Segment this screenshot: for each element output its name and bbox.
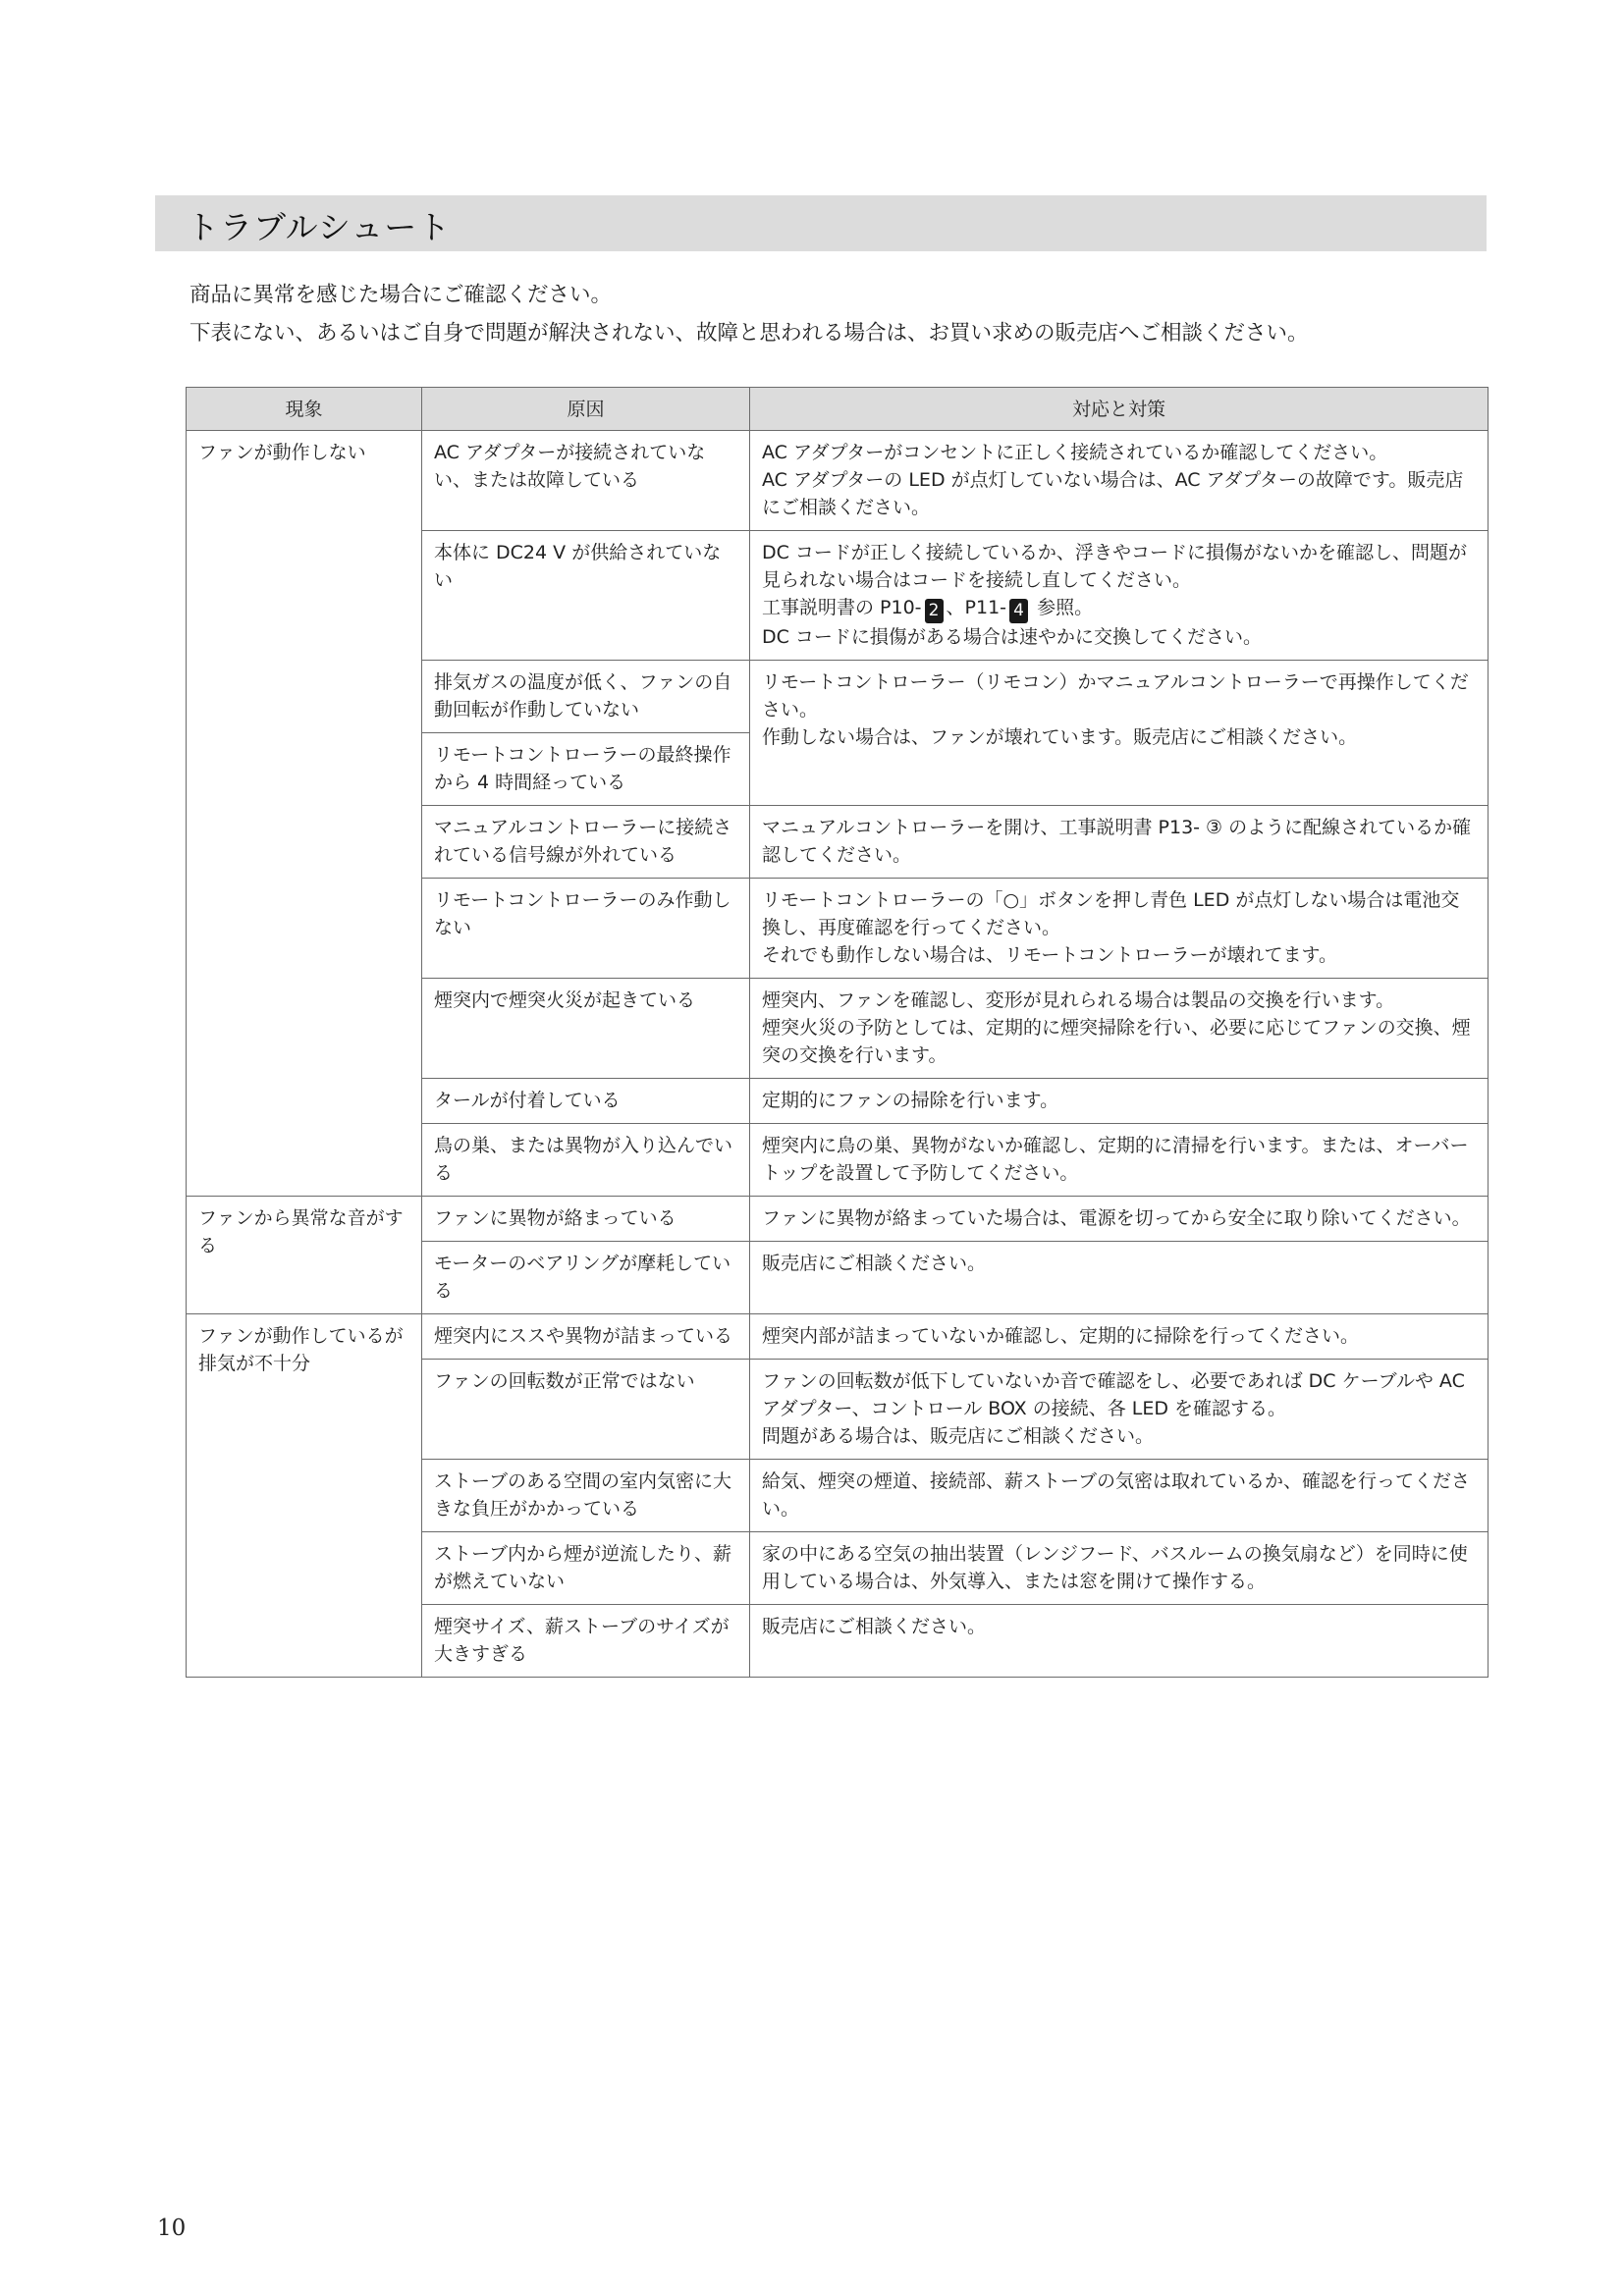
intro-line: 商品に異常を感じた場合にご確認ください。 xyxy=(189,283,613,307)
remedy-line: 販売店にご相談ください。 xyxy=(762,1253,987,1274)
remedy-cell xyxy=(750,1460,1489,1532)
cause-cell: 排気ガスの温度が低く、ファンの自動回転が作動していない xyxy=(422,661,750,733)
remedy-line: 煙突内部が詰まっていないか確認し、定期的に掃除を行ってください。 xyxy=(762,1325,1360,1347)
cause-cell: リモートコントローラーのみ作動しない xyxy=(422,879,750,979)
remedy-cell xyxy=(750,531,1489,661)
cause-cell: 煙突内で煙突火災が起きている xyxy=(422,979,750,1079)
header-cause: 原因 xyxy=(422,388,750,431)
cause-cell: AC アダプターが接続されていない、または故障している xyxy=(422,431,750,531)
page-number: 10 xyxy=(157,2216,187,2241)
table-row xyxy=(187,1314,1489,1360)
remedy-cell xyxy=(750,879,1489,979)
remedy-cell xyxy=(750,1605,1489,1678)
cause-cell: マニュアルコントローラーに接続されている信号線が外れている xyxy=(422,806,750,879)
reference-prefix: 工事説明書の P10- xyxy=(762,597,922,618)
page-title: トラブルシュート xyxy=(187,208,452,246)
remedy-cell xyxy=(750,806,1489,879)
cause-cell: タールが付着している xyxy=(422,1079,750,1124)
remedy-line: 作動しない場合は、ファンが壊れています。販売店にご相談ください。 xyxy=(762,726,1358,748)
step-number-badge: 4 xyxy=(1009,599,1028,623)
remedy-line: ファンの回転数が低下していないか音で確認をし、必要であれば DC ケーブルや AC アダプター、コントロール BOX の接続、各 LED を確認する。 xyxy=(762,1370,1465,1419)
cause-cell: ストーブ内から煙が逆流したり、薪が燃えていない xyxy=(422,1532,750,1605)
remedy-line: リモートコントローラー（リモコン）かマニュアルコントローラーで再操作してください。 xyxy=(762,671,1469,721)
remedy-line: マニュアルコントローラーを開け、工事説明書 P13- ③ のように配線されているか確認してください。 xyxy=(762,817,1472,866)
symptom-cell: ファンが動作しているが排気が不十分 xyxy=(187,1314,422,1678)
cause-cell: 煙突内にススや異物が詰まっている xyxy=(422,1314,750,1360)
cause-cell: ファンに異物が絡まっている xyxy=(422,1197,750,1242)
reference-suffix: 参照。 xyxy=(1037,597,1094,618)
remedy-cell xyxy=(750,661,1489,806)
cause-cell: モーターのベアリングが摩耗している xyxy=(422,1242,750,1314)
remedy-line: 給気、煙突の煙道、接続部、薪ストーブの気密は取れているか、確認を行ってください。 xyxy=(762,1470,1471,1520)
section-title-bar xyxy=(155,195,1487,251)
remedy-cell xyxy=(750,1360,1489,1460)
remedy-cell xyxy=(750,1314,1489,1360)
cause-cell: 鳥の巣、または異物が入り込んでいる xyxy=(422,1124,750,1197)
header-symptom: 現象 xyxy=(187,388,422,431)
remedy-cell xyxy=(750,979,1489,1079)
cause-cell: リモートコントローラーの最終操作から 4 時間経っている xyxy=(422,733,750,806)
cause-cell: 煙突サイズ、薪ストーブのサイズが大きすぎる xyxy=(422,1605,750,1678)
symptom-cell: ファンが動作しない xyxy=(187,431,422,1197)
remedy-line: 定期的にファンの掃除を行います。 xyxy=(762,1090,1059,1111)
remedy-line: AC アダプターがコンセントに正しく接続されているか確認してください。 xyxy=(762,442,1388,463)
remedy-line: AC アダプターの LED が点灯していない場合は、AC アダプターの故障です。販売店にご相談ください。 xyxy=(762,469,1464,518)
remedy-line: 煙突内、ファンを確認し、変形が見れられる場合は製品の交換を行います。 xyxy=(762,989,1395,1011)
cause-cell: ファンの回転数が正常ではない xyxy=(422,1360,750,1460)
remedy-line: DC コードに損傷がある場合は速やかに交換してください。 xyxy=(762,626,1262,648)
remedy-cell xyxy=(750,1124,1489,1197)
remedy-line: それでも動作しない場合は、リモートコントローラーが壊れてます。 xyxy=(762,944,1337,966)
remedy-line: 家の中にある空気の抽出装置（レンジフード、バスルームの換気扇など）を同時に使用している場合は、外気導入、または窓を開けて操作する。 xyxy=(762,1543,1468,1592)
remedy-cell xyxy=(750,1079,1489,1124)
table-header-row xyxy=(187,388,1489,431)
troubleshooting-table xyxy=(186,387,1489,1678)
remedy-cell xyxy=(750,1532,1489,1605)
remedy-line: ファンに異物が絡まっていた場合は、電源を切ってから安全に取り除いてください。 xyxy=(762,1207,1471,1229)
remedy-line: 煙突内に鳥の巣、異物がないか確認し、定期的に清掃を行います。または、オーバートップを設置して予防してください。 xyxy=(762,1135,1469,1184)
reference-middle: 、P11- xyxy=(946,597,1007,618)
remedy-line: 問題がある場合は、販売店にご相談ください。 xyxy=(762,1425,1155,1447)
table-row xyxy=(187,1197,1489,1242)
cause-cell: 本体に DC24 V が供給されていない xyxy=(422,531,750,661)
remedy-line: 煙突火災の予防としては、定期的に煙突掃除を行い、必要に応じてファンの交換、煙突の交換を行います。 xyxy=(762,1017,1471,1066)
symptom-cell: ファンから異常な音がする xyxy=(187,1197,422,1314)
intro-line: 下表にない、あるいはご自身で問題が解決されない、故障と思われる場合は、お買い求めの販売店へご相談ください。 xyxy=(189,321,1309,346)
table-row xyxy=(187,431,1489,531)
step-number-badge: 2 xyxy=(925,599,944,623)
header-remedy: 対応と対策 xyxy=(750,388,1489,431)
remedy-line: リモートコントローラーの「○」ボタンを押し青色 LED が点灯しない場合は電池交換し、再度確認を行ってください。 xyxy=(762,889,1460,938)
remedy-cell xyxy=(750,1197,1489,1242)
remedy-line: DC コードが正しく接続しているか、浮きやコードに損傷がないかを確認し、問題が見られない場合はコードを接続し直してください。 xyxy=(762,542,1467,591)
remedy-line: 販売店にご相談ください。 xyxy=(762,1616,987,1637)
reference-line xyxy=(762,594,1476,623)
remedy-cell xyxy=(750,1242,1489,1314)
remedy-cell xyxy=(750,431,1489,531)
cause-cell: ストーブのある空間の室内気密に大きな負圧がかかっている xyxy=(422,1460,750,1532)
